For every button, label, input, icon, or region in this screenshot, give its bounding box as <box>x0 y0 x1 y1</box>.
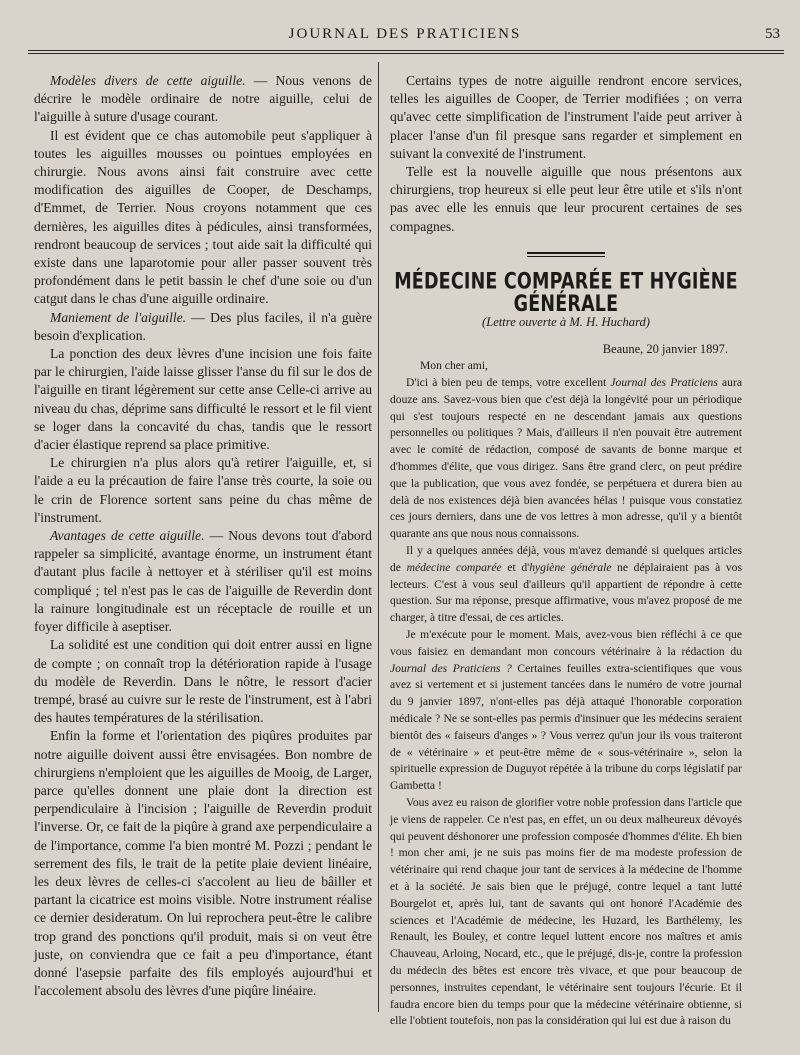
paragraph-lead: Modèles divers de cette aiguille. <box>50 73 246 88</box>
text-run-italic: hygiène générale <box>529 560 612 574</box>
text-run-italic: médecine comparée <box>406 560 502 574</box>
paragraph-text: — Nous devons tout d'abord rappeler sa simplicité, avantage énorme, un instrument étant d'autant plus facile à nettoyer et à stériliser qu'il est moins compliqué ; tel n'est pas le cas de l'aiguille de Reverdin dont la rainure longitudinale est un réceptacle de rouille et un foyer difficile à aseptiser. <box>34 528 372 635</box>
paragraph <box>34 527 372 636</box>
paragraph: Telle est la nouvelle aiguille que nous présentons aux chirurgiens, trop heureux si elle peut leur être utile et s'ils n'ont pas avec elle les ennuis que leur procurent certaines de ses compagnes. <box>390 164 742 234</box>
section-title: MÉDECINE COMPARÉE ET HYGIÈNE GÉNÉRALE <box>394 269 738 318</box>
text-run: D'ici à bien peu de temps, votre excellent <box>406 376 611 390</box>
paragraph: Vous avez eu raison de glorifier votre noble profession dans l'article que je viens de rappeler. Ce n'est pas, en effet, un ou deux malheureux dévoyés qui peuvent déshonorer une profession composée d'hommes d'élite. Eh bien ! mon cher ami, je ne suis pas moins fier de ma modeste profession de vétérinaire qui rend chaque jour tant de services à la médecine de l'homme et à la société. Je sais bien que le préjugé, contre lequel a tant lutté Bourgelot et, après lui, tant de savants qui ont honoré l'Académie des sciences et l'Académie de médecine, les Huzard, les Barthélemy, les Renault, les Bouley, et contre lequel luttent encore nos maîtres et amis Chauveau, Arloing, Nocard, etc., que le préjugé, dis-je, contre la profession du médecin des bêtes est encore très vivace, et que pour beaucoup de personnes, instruites cependant, le vétérinaire sent toujours l'écurie. Et il faudra encore bien du temps pour que la médecine vétérinaire obtienne, si elle l'obtient toutefois, non pas la considération qui lui est due à raison du <box>390 795 742 1028</box>
paragraph <box>34 309 372 345</box>
section-subtitle: (Lettre ouverte à M. H. Huchard) <box>482 315 650 330</box>
page-header <box>30 22 780 48</box>
letter-body <box>390 341 742 1030</box>
running-title: JOURNAL DES PRATICIENS <box>288 26 522 42</box>
paragraph-lead: Maniement de l'aiguille. <box>50 309 187 325</box>
section-rule <box>527 252 605 257</box>
left-column <box>34 72 372 1000</box>
text-run: Je m'exécute pour le moment. Mais, avez-vous bien réfléchi à ce que vous faisiez en demandant mon concours vétérinaire à la rédaction du <box>390 627 742 658</box>
paragraph-text: — Nous venons de décrire le modèle ordinaire de notre aiguille, celui de l'aiguille à suture d'usage courant. <box>34 73 373 125</box>
text-run: et d' <box>501 560 530 574</box>
text-run-italic: Journal des Praticiens ? <box>390 661 512 675</box>
paragraph: Le chirurgien n'a plus alors qu'à retirer l'aiguille, et, si l'aide a eu la précaution de faire l'anse très courte, la soie ou le crin de Florence sortent sans peine du chas même de l'instrument. <box>34 455 372 525</box>
paragraph <box>390 375 742 543</box>
paragraph-text: — Des plus faciles, il n'a guère besoin d'explication. <box>34 309 372 343</box>
paragraph: Il est évident que ce chas automobile peut s'appliquer à toutes les aiguilles mousses ou pointues employées en chirurgie. Nous avons ainsi fait construire avec cette modification des aiguilles de Cooper, de Deschamps, d'Emmet, de Terrier. Nous croyons notamment que ces dernières, les aiguilles dites à pédicules, ainsi transformées, rendront beaucoup de services ; tout aide sait la difficulté qui existe dans une laparotomie pour aller passer souvent très profondément dans le petit bassin le chef d'une soie ou d'un catgut dans le chas d'une aiguille ordinaire. <box>34 127 372 307</box>
page-number: 53 <box>765 26 780 42</box>
paragraph: La ponction des deux lèvres d'une incision une fois faite par le chirurgien, l'aide laisse glisser l'anse du fil sur le dos de l'aiguille en tirant légèrement sur cette anse Celle-ci arrive au niveau du chas, déprime sans difficulté le ressort et le fil vient se loger dans la concavité du chas, tandis que le ressort d'acier élastique reprend sa place primitive. <box>34 346 372 453</box>
paragraph: Enfin la forme et l'orientation des piqûres produites par notre aiguille doivent aussi être envisagées. Bon nombre de chirurgiens n'emploient que les aiguilles de Mooig, de Larger, parce qu'elles donnent une plaie dont la direction est perpendiculaire à l'incision ; l'aiguille de Reverdin produit l'inverse. Or, ce fait de la piqûre à grand axe perpendiculaire a de l'importance, comme l'a bien montré M. Pozzi ; pendant le serrement des fils, le trait de la petite plaie devient linéaire, les deux lèvres de celles-ci s'accolent au lieu de bâiller et partant la cicatrice est moins visible. Notre instrument réalise ce dernier desideratum. On lui reprochera peut-être le calibre trop grand des ponctions qu'il produit, mais si on veut être juste, on conviendra que ce fait a peu d'importance, étant donné l'asepsie parfaite des fils employés aujourd'hui et l'accolement absolu des lèvres d'une piqûre linéaire. <box>34 728 372 999</box>
text-run: Il y a quelques années déjà, vous m'avez demandé si quelques articles de <box>390 544 742 574</box>
header-rule <box>28 50 784 54</box>
letter-dateline: Beaune, 20 janvier 1897. <box>602 342 728 357</box>
paragraph: Certains types de notre aiguille rendront encore services, telles les aiguilles de Cooper, de Terrier modifiées ; on verra qu'avec cette simplification de l'instrument l'aide peut arriver à placer l'anse d'un fil presque sans regarder et simplement en suivant la convexité de l'instrument. <box>390 73 742 161</box>
column-divider <box>378 62 379 1012</box>
text-run: Certaines feuilles extra-scientifiques que vous avez si vertement et si justement tancées dans le numéro de votre journal du 9 janvier 1897, n'ont-elles pas déjà attaqué l'honorable corporation médicale ? Ne se sont-elles pas permis d'insinuer que les médecins seraient bientôt des « faiseurs d'anges » ? Vous verrez qu'un jour ils vous traiteront de « vétérinaire » et peut-être même de « sous-vétérinaire », selon la spirituelle expression de Duguyot répétée à la tribune du corps législatif par Gambetta ! <box>390 661 743 793</box>
text-run: aura douze ans. Savez-vous bien que c'est déjà la longévité pour un périodique qui s'est toujours respecté en ne descendant jamais aux questions personnelles ou politiques ? Mais, d'ailleurs il n'en pouvait être autrement avec le comité de rédaction, composé de savants de bonne marque et d'hommes d'élite, que vous dirigez. Sans être grand clerc, on peut prédire que la publication, que vous avez fondée, se perpétuera et durera bien au delà de nos existences déjà bien avancées hélas ! puisque vous constatiez ces jours derniers, dans une de vos lettres à mon adresse, qu'il y a bientôt quarante ans que nous nous connaissons. <box>390 376 742 541</box>
paragraph <box>390 543 742 627</box>
letter-salutation: Mon cher ami, <box>420 359 488 373</box>
right-column <box>390 72 742 1030</box>
paragraph <box>34 72 372 127</box>
paragraph-lead: Avantages de cette aiguille. <box>50 528 205 544</box>
paragraph <box>390 627 742 795</box>
paragraph: La solidité est une condition qui doit entrer aussi en ligne de compte ; on connaît trop la détérioration rapide à l'usage du modèle de Reverdin. Dans le nôtre, le ressort d'acier trempé, brasé au cuivre sur le reste de l'instrument, est à l'abri des hautes températures de la stérilisation. <box>34 637 372 726</box>
text-run: ne déplairaient pas à vos lecteurs. C'est à vous seul d'ailleurs qu'il appartient de répondre à cette question. Sur ma réponse, presque affirmative, vous m'avez proposé de me charger, à titre d'essai, de ces articles. <box>390 560 742 625</box>
text-run-italic: Journal des Praticiens <box>610 376 718 390</box>
